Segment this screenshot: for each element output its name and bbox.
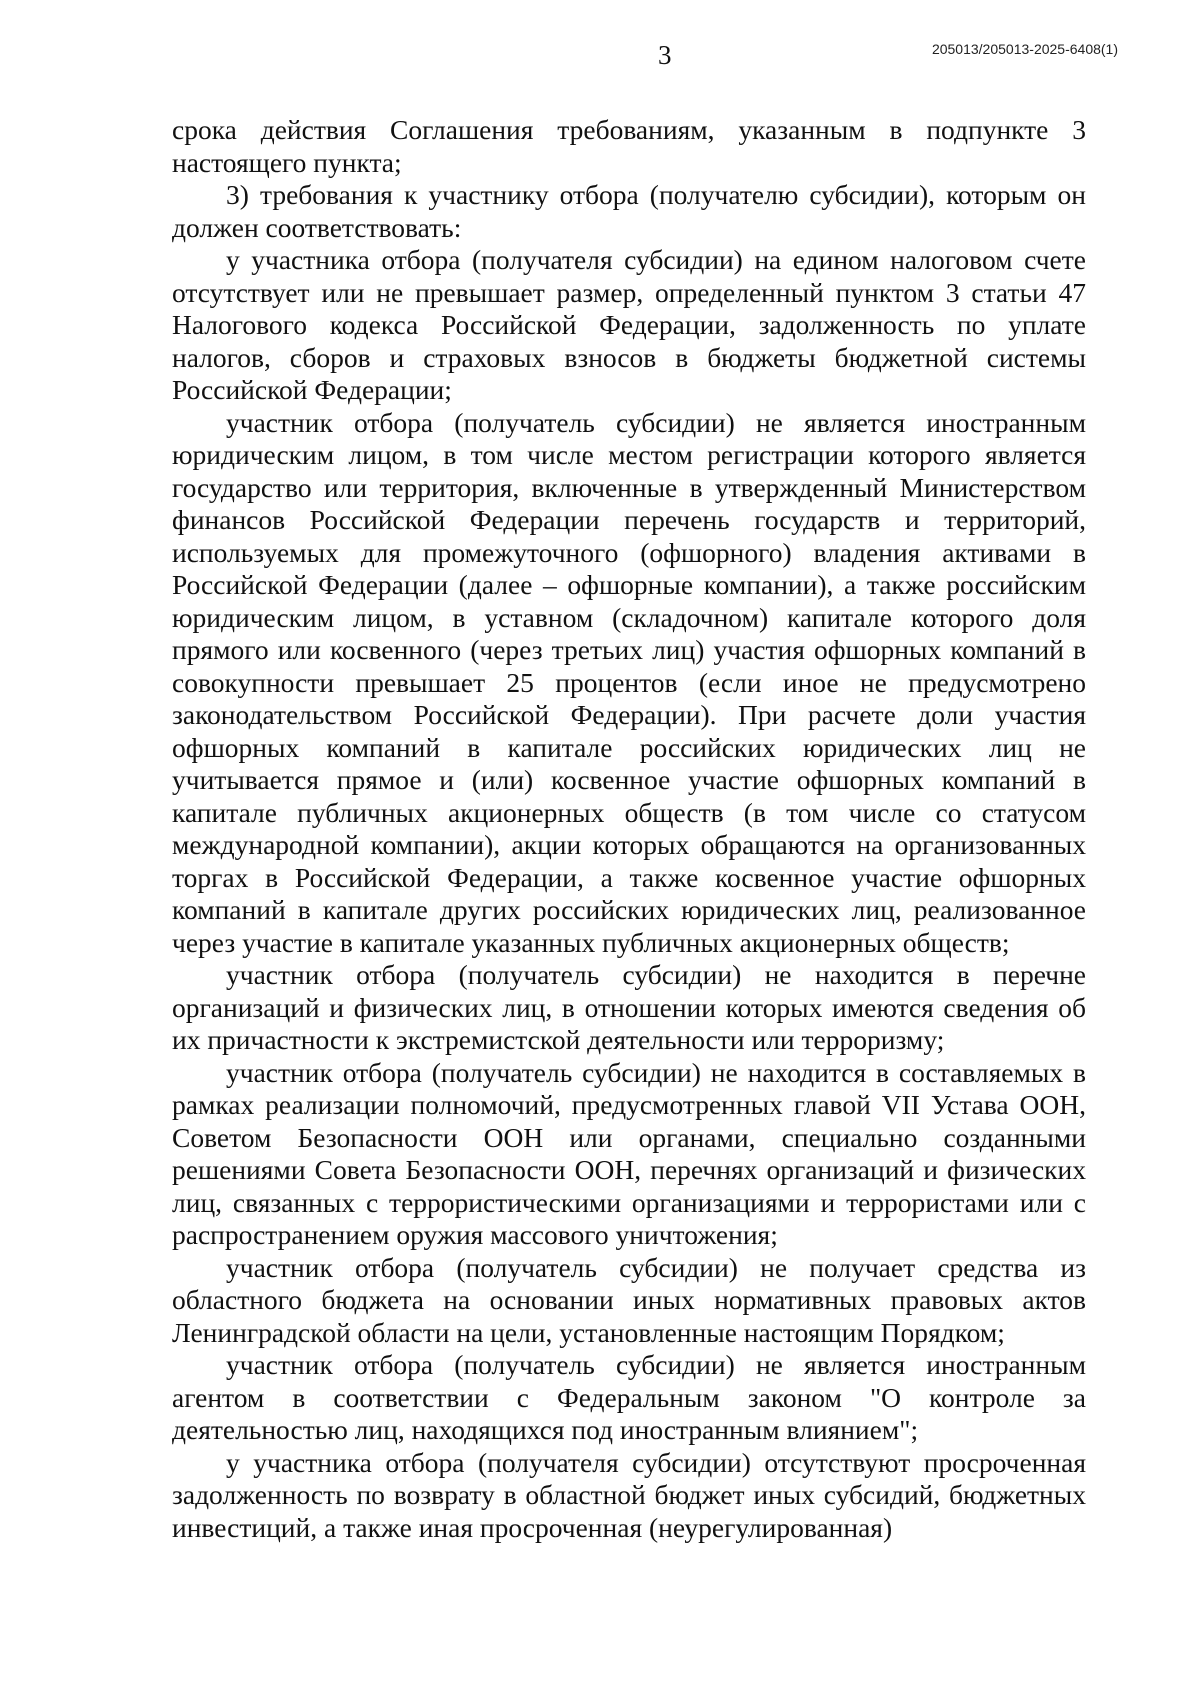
page-number: 3 — [658, 40, 672, 70]
document-id: 205013/205013-2025-6408(1) — [931, 41, 1118, 57]
paragraph-continuation: срока действия Соглашения требованиям, указанным в подпункте 3 настоящего пункта; — [172, 114, 1086, 178]
document-body — [172, 114, 1086, 1544]
paragraph-offshore: участник отбора (получатель субсидии) не является иностранным юридическим лицом, в том числе местом регистрации которого является государство или территория, включенные в утвержденный Министерством финансов Российской Федерации перечень государств и территорий, используемых для промежуточного (офшорного) владения активами в Российской Федерации (далее – офшорные компании), а также российским юридическим лицом, в уставном (складочном) капитале которого доля прямого или косвенного (через третьих лиц) участия офшорных компаний в совокупности превышает 25 процентов (если иное не предусмотрено законодательством Российской Федерации). При расчете доли участия офшорных компаний в капитале российских юридических лиц не учитывается прямое и (или) косвенное участие офшорных компаний в капитале публичных акционерных обществ (в том числе со статусом международной компании), акции которых обращаются на организованных торгах в Российской Федерации, а также косвенное участие офшорных компаний в капитале других российских юридических лиц, реализованное через участие в капитале указанных публичных акционерных обществ; — [172, 406, 1086, 958]
paragraph-other-funding: участник отбора (получатель субсидии) не получает средства из областного бюджета на основании иных нормативных правовых актов Ленинградской области на цели, установленные настоящим Порядком; — [172, 1251, 1086, 1348]
paragraph-overdue-debt: у участника отбора (получателя субсидии) отсутствуют просроченная задолженность по возврату в областной бюджет иных субсидий, бюджетных инвестиций, а также иная просроченная (неурегулированная) — [172, 1446, 1086, 1543]
paragraph-un-lists: участник отбора (получатель субсидии) не находится в составляемых в рамках реализации полномочий, предусмотренных главой VII Устава ООН, Советом Безопасности ООН или органами, специально созданными решениями Совета Безопасности ООН, перечнях организаций и физических лиц, связанных с террористическими организациями и террористами или с распространением оружия массового уничтожения; — [172, 1056, 1086, 1250]
paragraph-extremism: участник отбора (получатель субсидии) не находится в перечне организаций и физических лиц, в отношении которых имеются сведения об их причастности к экстремистской деятельности или терроризму; — [172, 959, 1086, 1055]
paragraph-foreign-agent: участник отбора (получатель субсидии) не является иностранным агентом в соответствии с Федеральным законом "О контроле за деятельностью лиц, находящихся под иностранным влиянием"; — [172, 1349, 1086, 1445]
paragraph-requirements-intro: 3) требования к участнику отбора (получателю субсидии), которым он должен соответствовать: — [172, 179, 1086, 243]
paragraph-tax-debt: у участника отбора (получателя субсидии) на едином налоговом счете отсутствует или не превышает размер, определенный пунктом 3 статьи 47 Налогового кодекса Российской Федерации, задолженность по уплате налогов, сборов и страховых взносов в бюджеты бюджетной системы Российской Федерации; — [172, 244, 1086, 405]
